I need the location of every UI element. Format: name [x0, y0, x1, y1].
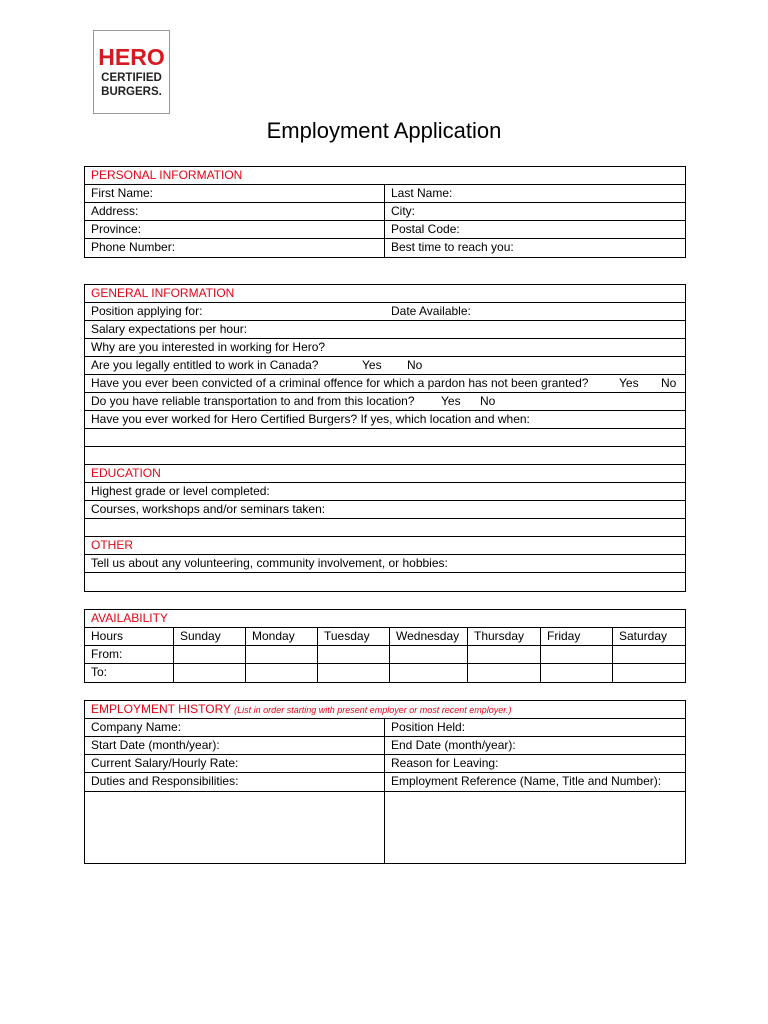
- transport-label: Do you have reliable transportation to and from this location?: [91, 394, 415, 408]
- history-header-note: (List in order starting with present employer or most recent employer.): [234, 705, 512, 715]
- blank-row[interactable]: [85, 429, 685, 447]
- blank-row[interactable]: [85, 519, 685, 537]
- section-header-row: [85, 537, 685, 555]
- col-monday: Monday: [245, 628, 318, 645]
- form-row: [85, 303, 685, 321]
- to-friday-cell[interactable]: [540, 664, 613, 682]
- page-title: Employment Application: [266, 118, 502, 143]
- form-row: [85, 719, 685, 737]
- from-thursday-cell[interactable]: [467, 646, 540, 663]
- employment-history-section: [84, 700, 686, 864]
- form-row: [85, 221, 685, 239]
- end-date-label[interactable]: End Date (month/year):: [391, 738, 516, 752]
- convicted-yes-option[interactable]: Yes: [619, 376, 639, 390]
- phone-number-label[interactable]: Phone Number:: [91, 240, 176, 254]
- from-monday-cell[interactable]: [245, 646, 318, 663]
- convicted-label: Have you ever been convicted of a criminal offence for which a pardon has not been granted?: [91, 376, 589, 390]
- form-row: [85, 555, 685, 573]
- form-row: [85, 483, 685, 501]
- from-sunday-cell[interactable]: [173, 646, 246, 663]
- salary-label[interactable]: Salary expectations per hour:: [91, 322, 248, 336]
- date-available-label[interactable]: Date Available:: [391, 304, 471, 318]
- section-header-row: [85, 167, 685, 185]
- personal-information-section: [84, 166, 686, 258]
- form-row: [85, 393, 685, 411]
- col-wednesday: Wednesday: [389, 628, 468, 645]
- to-sunday-cell[interactable]: [173, 664, 246, 682]
- position-held-label[interactable]: Position Held:: [391, 720, 466, 734]
- form-row: [85, 339, 685, 357]
- section-header-row: [85, 701, 685, 719]
- availability-from-row: [85, 646, 685, 664]
- general-information-section: [84, 284, 686, 592]
- logo-line-2: CERTIFIED: [101, 72, 162, 84]
- col-tuesday: Tuesday: [317, 628, 390, 645]
- convicted-no-option[interactable]: No: [661, 376, 677, 390]
- logo-line-1: HERO: [98, 44, 165, 70]
- postal-code-label[interactable]: Postal Code:: [391, 222, 460, 236]
- form-row: [85, 185, 685, 203]
- hero-logo: [93, 30, 170, 114]
- company-name-label[interactable]: Company Name:: [91, 720, 182, 734]
- province-label[interactable]: Province:: [91, 222, 142, 236]
- start-date-label[interactable]: Start Date (month/year):: [91, 738, 220, 752]
- courses-label[interactable]: Courses, workshops and/or seminars taken:: [91, 502, 326, 516]
- general-header: GENERAL INFORMATION: [91, 286, 235, 300]
- to-thursday-cell[interactable]: [467, 664, 540, 682]
- grade-label[interactable]: Highest grade or level completed:: [91, 484, 270, 498]
- col-thursday: Thursday: [467, 628, 540, 645]
- form-row: [85, 203, 685, 221]
- blank-row[interactable]: [85, 573, 685, 591]
- best-time-label[interactable]: Best time to reach you:: [391, 240, 514, 254]
- from-friday-cell[interactable]: [540, 646, 613, 663]
- section-header-row: [85, 610, 685, 628]
- from-saturday-cell[interactable]: [612, 646, 685, 663]
- from-tuesday-cell[interactable]: [317, 646, 390, 663]
- legal-no-option[interactable]: No: [407, 358, 423, 372]
- to-tuesday-cell[interactable]: [317, 664, 390, 682]
- to-label: To:: [91, 665, 108, 679]
- reason-leaving-label[interactable]: Reason for Leaving:: [391, 756, 499, 770]
- education-header: EDUCATION: [91, 466, 161, 480]
- to-saturday-cell[interactable]: [612, 664, 685, 682]
- why-interested-label[interactable]: Why are you interested in working for Hero?: [91, 340, 326, 354]
- transport-yes-option[interactable]: Yes: [441, 394, 461, 408]
- legal-label: Are you legally entitled to work in Canada?: [91, 358, 319, 372]
- availability-header: AVAILABILITY: [91, 611, 168, 625]
- logo-line-3: BURGERS.: [101, 85, 162, 98]
- row-divider: [85, 791, 685, 792]
- form-row: [85, 737, 685, 755]
- duties-label[interactable]: Duties and Responsibilities:: [91, 774, 239, 788]
- col-hours: Hours: [91, 629, 124, 643]
- form-row: [85, 755, 685, 773]
- legal-yes-option[interactable]: Yes: [362, 358, 382, 372]
- employment-reference-label[interactable]: Employment Reference (Name, Title and Number):: [391, 774, 662, 788]
- history-header-title: EMPLOYMENT HISTORY: [91, 702, 231, 716]
- transport-no-option[interactable]: No: [480, 394, 496, 408]
- form-row: [85, 357, 685, 375]
- from-label: From:: [91, 647, 123, 661]
- form-row-large: [85, 773, 685, 863]
- blank-row[interactable]: [85, 447, 685, 465]
- address-label[interactable]: Address:: [91, 204, 139, 218]
- from-wednesday-cell[interactable]: [389, 646, 468, 663]
- first-name-label[interactable]: First Name:: [91, 186, 154, 200]
- section-header-row: [85, 285, 685, 303]
- history-header: [85, 701, 511, 719]
- form-row: [85, 321, 685, 339]
- current-salary-label[interactable]: Current Salary/Hourly Rate:: [91, 756, 239, 770]
- other-header: OTHER: [91, 538, 133, 552]
- city-label[interactable]: City:: [391, 204, 415, 218]
- availability-to-row: [85, 664, 685, 682]
- personal-header: PERSONAL INFORMATION: [91, 168, 243, 182]
- form-row: [85, 501, 685, 519]
- col-sunday: Sunday: [173, 628, 246, 645]
- col-friday: Friday: [540, 628, 613, 645]
- position-label[interactable]: Position applying for:: [91, 304, 203, 318]
- availability-section: [84, 609, 686, 683]
- worked-before-label[interactable]: Have you ever worked for Hero Certified Burgers? If yes, which location and when:: [91, 412, 530, 426]
- last-name-label[interactable]: Last Name:: [391, 186, 453, 200]
- section-header-row: [85, 465, 685, 483]
- form-row: [85, 375, 685, 393]
- form-row: [85, 239, 685, 257]
- col-saturday: Saturday: [612, 628, 685, 645]
- availability-header-row: [85, 628, 685, 646]
- to-monday-cell[interactable]: [245, 664, 318, 682]
- form-row: [85, 411, 685, 429]
- volunteer-label[interactable]: Tell us about any volunteering, community involvement, or hobbies:: [91, 556, 448, 570]
- to-wednesday-cell[interactable]: [389, 664, 468, 682]
